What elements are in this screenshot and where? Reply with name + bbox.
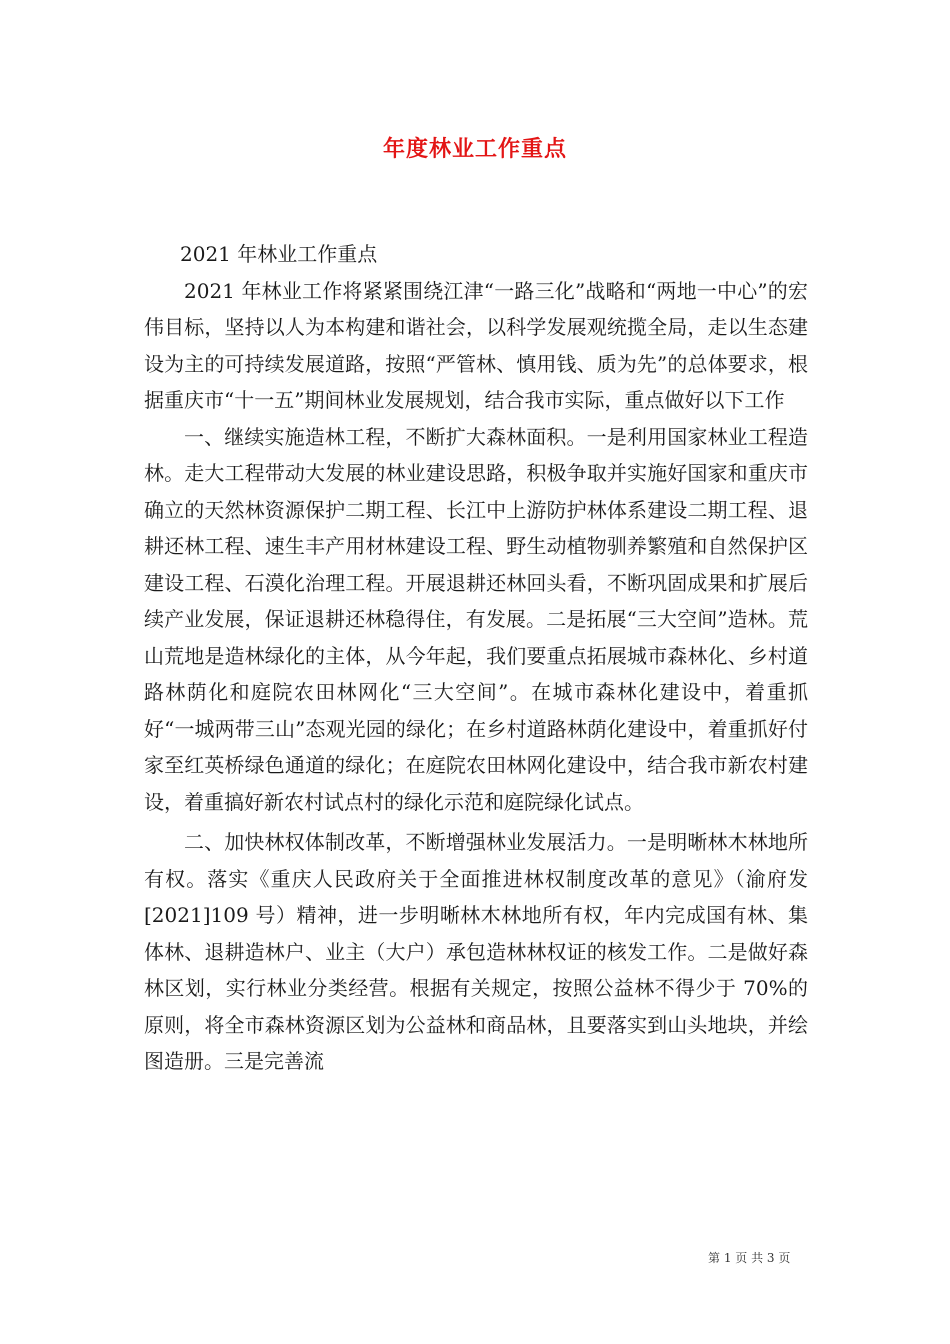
document-body bbox=[144, 236, 808, 1080]
paragraph-section-one: 一、继续实施造林工程，不断扩大森林面积。一是利用国家林业工程造林。走大工程带动大发展的林业建设思路，积极争取并实施好国家和重庆市确立的天然林资源保护二期工程、长江中上游防护林体系建设二期工程、退耕还林工程、速生丰产用材林建设工程、野生动植物驯养繁殖和自然保护区建设工程、石漠化治理工程。开展退耕还林回头看，不断巩固成果和扩展后续产业发展，保证退耕还林稳得住，有发展。二是拓展“三大空间”造林。荒山荒地是造林绿化的主体，从今年起，我们要重点拓展城市森林化、乡村道路林荫化和庭院农田林网化“三大空间”。在城市森林化建设中，着重抓好“一城两带三山”态观光园的绿化；在乡村道路林荫化建设中，着重抓好付家至红英桥绿色通道的绿化；在庭院农田林网化建设中，结合我市新农村建设，着重搞好新农村试点村的绿化示范和庭院绿化试点。 bbox=[144, 424, 808, 814]
document-title: 年度林业工作重点 bbox=[382, 137, 567, 162]
page-number: 第 1 页 共 3 页 bbox=[708, 1251, 791, 1265]
paragraph-section-two: 二、加快林权体制改革，不断增强林业发展活力。一是明晰林木林地所有权。落实《重庆人民政府关于全面推进林权制度改革的意见》（渝府发[2021]109 号）精神，进一步明晰林木林地所有权，年内完成国有林、集体林、退耕造林户、业主（大户）承包造林林权证的核发工作。二是做好森林区划，实行林业分类经营。根据有关规定，按照公益林不得少于 70%的原则，将全市森林资源区划为公益林和商品林，且要落实到山头地块，并绘图造册。三是完善流 bbox=[144, 830, 808, 1073]
document-subheading: 2021 年林业工作重点 bbox=[180, 242, 378, 266]
paragraph-intro: 2021 年林业工作将紧紧围绕江津“一路三化”战略和“两地一中心”的宏伟目标，坚持以人为本构建和谐社会，以科学发展观统揽全局，走以生态建设为主的可持续发展道路，按照“严管林、慎用钱、质为先”的总体要求，根据重庆市“十一五”期间林业发展规划，结合我市实际，重点做好以下工作 bbox=[144, 278, 808, 412]
